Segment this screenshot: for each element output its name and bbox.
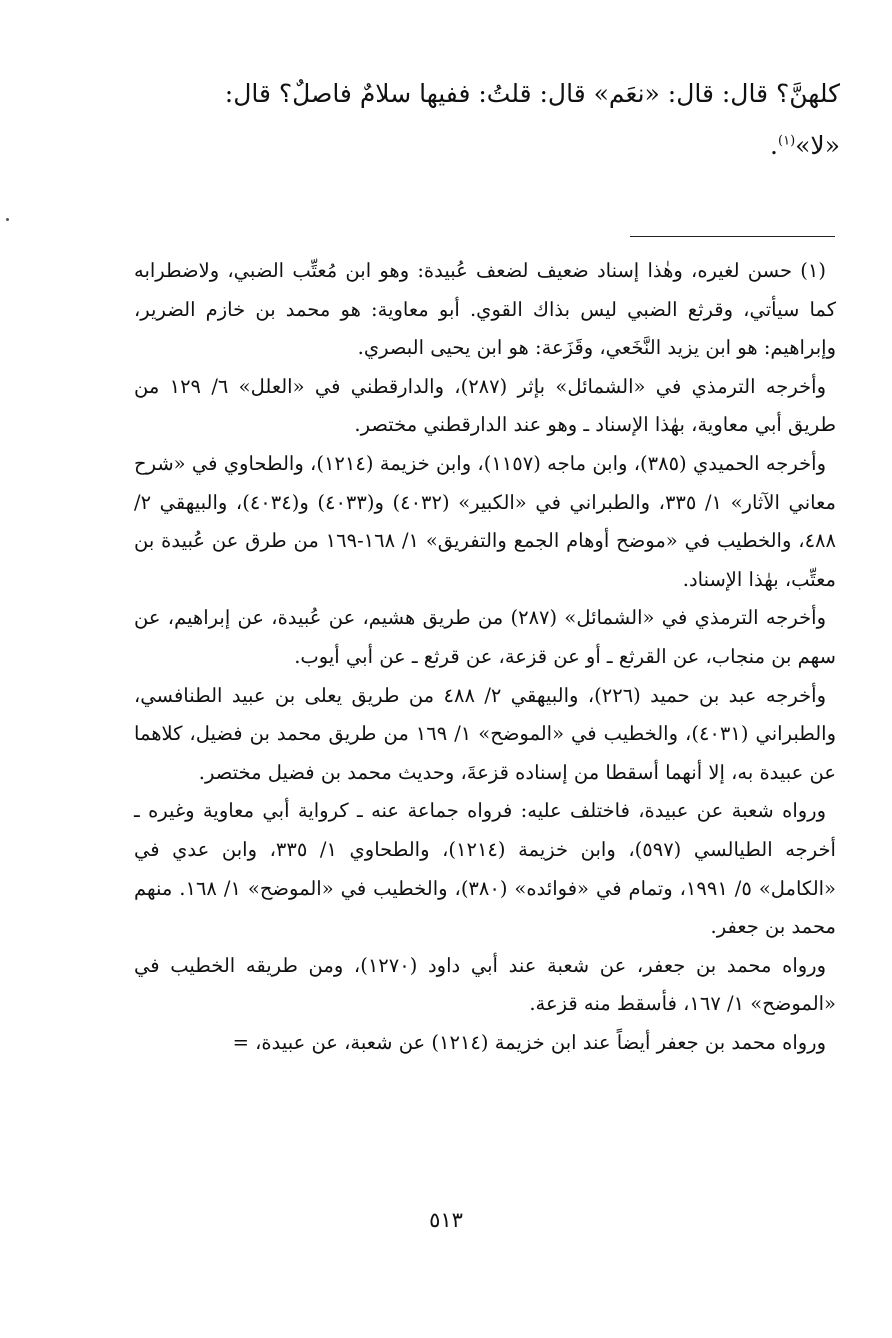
page-number: ٥١٣: [429, 1208, 463, 1232]
main-line-1: كلهنَّ؟ قال: قال: «نعَم» قال: قلتُ: ففيها سلامٌ فاصلٌ؟ قال:: [224, 79, 840, 108]
footnote-paragraph-8: ورواه محمد بن جعفر أيضاً عند ابن خزيمة (١٢١٤) عن شعبة، عن عبيدة، =: [232, 1030, 826, 1054]
footnote-paragraph-3: وأخرجه الحميدي (٣٨٥)، وابن ماجه (١١٥٧)، وابن خزيمة (١٢١٤)، والطحاوي في «شرح معاني الآثار» ١/ ٣٣٥، والطبراني في «الكبير» (٤٠٣٢) و(٤٠٣٣) و(٤٠٣٤)، والبيهقي ٢/ ٤٨٨، والخطيب في «موضح أوهام الجمع والتفريق» ١/ ١٦٨-١٦٩ من طرق عن عُبيدة بن معتِّب، بهٰذا الإسناد.: [134, 451, 836, 591]
scan-speck: [6, 218, 9, 221]
main-line-2-end: .: [770, 131, 778, 160]
footnote-paragraph-6: ورواه شعبة عن عبيدة، فاختلف عليه: فرواه جماعة عنه ـ كرواية أبي معاوية وغيره ـ أخرجه الطيالسي (٥٩٧)، وابن خزيمة (١٢١٤)، والطحاوي ١/ ٣٣٥، وابن عدي في «الكامل» ٥/ ١٩٩١، وتمام في «فوائده» (٣٨٠)، والخطيب في «الموضح» ١/ ١٦٨. منهم محمد بن جعفر.: [134, 799, 836, 939]
main-text: [120, 68, 840, 172]
main-line-2-text: «لا»: [795, 131, 840, 160]
footnote-paragraph-4: وأخرجه الترمذي في «الشمائل» (٢٨٧) من طريق هشيم، عن عُبيدة، عن إبراهيم، عن سهم بن منجاب، عن القرثع ـ أو عن قزعة، عن قرثع ـ عن أبي أيوب.: [134, 606, 836, 668]
footnote-paragraph-2: وأخرجه الترمذي في «الشمائل» بإثر (٢٨٧)، والدارقطني في «العلل» ٦/ ١٢٩ من طريق أبي معاوية، بهٰذا الإسناد ـ وهو عند الدارقطني مختصر.: [134, 374, 836, 437]
footnote-paragraph-5: وأخرجه عبد بن حميد (٢٢٦)، والبيهقي ٢/ ٤٨٨ من طريق يعلى بن عبيد الطنافسي، والطبراني (٤٠٣١)، والخطيب في «الموضح» ١/ ١٦٩ من طريق محمد بن فضيل، كلاهما عن عبيدة به، إلا أنهما أسقطا من إسناده قزعةَ، وحديث محمد بن فضيل مختصر.: [134, 683, 836, 784]
footnote-separator: [630, 236, 835, 237]
footnote-paragraph-7: ورواه محمد بن جعفر، عن شعبة عند أبي داود (١٢٧٠)، ومن طريقه الخطيب في «الموضح» ١/ ١٦٧، فأسقط منه قزعة.: [134, 953, 836, 1016]
main-line-2: [120, 120, 840, 172]
footnote-paragraph-1: (١) حسن لغيره، وهٰذا إسناد ضعيف لضعف عُبيدة: وهو ابن مُعتِّب الضبي، ولاضطرابه كما سيأتي، وقرثع الضبي ليس بذاك القوي. أبو معاوية: هو محمد بن خازم الضرير، وإبراهيم: هو ابن يزيد النَّخَعي، وقَزَعة: هو ابن يحيى البصري.: [134, 259, 836, 360]
footnote-ref-1[interactable]: (١): [778, 133, 796, 149]
footnotes-section: [134, 252, 836, 1062]
